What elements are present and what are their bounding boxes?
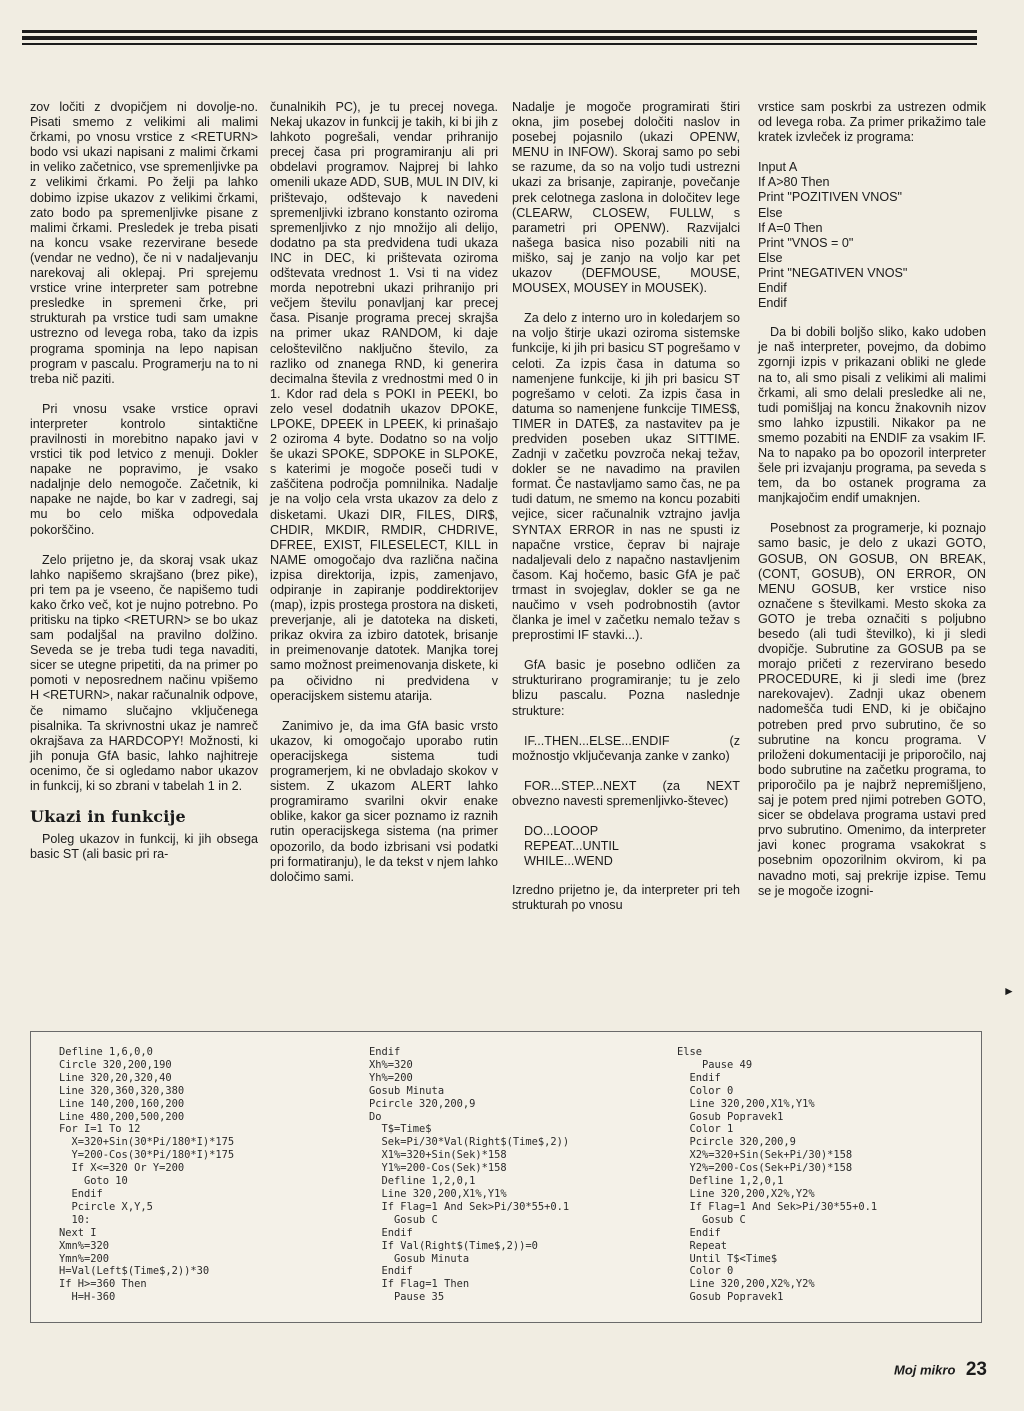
- paragraph: Zanimivo je, da ima GfA basic vrsto ukazov, ki omogočajo uporabo rutin operacijskega sistema tudi programerjem, ki ne obvladajo skokov v sistem. Z ukazom ALERT lahko programiramo svarilni okvir enake oblike, kakor ga sicer poznamo iz raznih rutin operacijskega sistema (na primer opozorilo, da bodo izbrisani vsi podatki pri formatiranju), le da tekst v njem lahko določimo sami.: [270, 718, 498, 884]
- structure-line: WHILE...WEND: [524, 854, 613, 869]
- paragraph: Da bi dobili boljšo sliko, kako udoben je naš interpreter, povejmo, da dobimo zgornji izpis v prikazani obliki ne glede na to, ali smo pisali z velikimi ali malimi črkami, ali smo delali presledke ali ne, tudi pomišljaj na koncu žnakovnih nizov smo lahko izpustili. Nikakor pa ne smemo pozabiti na ENDIF za vsakim IF. Na to napako pa bo opozoril interpreter šele pri izvajanju programa, pa seveda s tem, da bo ostanek programa za manjkajočim endif umaknjen.: [758, 325, 986, 506]
- listing-line: Color 1: [677, 1123, 734, 1136]
- listing-line: H=Val(Left$(Time$,2))*30: [59, 1265, 210, 1278]
- program-line: Print "POZITIVEN VNOS": [758, 190, 902, 205]
- listing-line: If Val(Right$(Time$,2))=0: [369, 1239, 538, 1252]
- listing-line: Xmn%=320: [59, 1239, 110, 1252]
- listing-line: X=320+Sin(30*Pi/180*I)*175: [59, 1136, 235, 1149]
- top-rule: [22, 43, 977, 45]
- listing-line: Next I: [59, 1226, 97, 1239]
- page-footer: [894, 1359, 987, 1381]
- listing-line: Gosub C: [677, 1213, 746, 1226]
- program-listing-box: [30, 1031, 982, 1323]
- listing-line: Else: [677, 1046, 703, 1058]
- paragraph: Zelo prijetno je, da skoraj vsak ukaz lahko napišemo skrajšano (brez pike), pri tem pa je vseeno, če napišemo tudi kako črko več, kot je nujno potrebno. Po pritisku na tipko <RETURN> se bo ukaz sam podaljšal na pravilno dolžino. Seveda se je treba tudi tega navaditi, sicer se utegne pripetiti, da na primer po pomoti v neposrednem načinu vpišemo H <RETURN>, nakar računalnik odpove, če nimamo slučajno vključenega pisalnika. Ta skrivnostni ukaz je namreč okrajšava za HARDCOPY! Možnosti, ki jih ponuja GfA basic, lahko najhitreje ocenimo, če si ogledamo nabor ukazov in funkcij, ki so zbrani v tabelah 1 in 2.: [30, 552, 258, 794]
- page-number: 23: [965, 1359, 987, 1380]
- listing-line: Line 320,200,X1%,Y1%: [369, 1187, 507, 1200]
- paragraph: IF...THEN...ELSE...ENDIF (z možnostjo vključevanja zanke v zanko): [512, 733, 740, 763]
- listing-line: Line 320,200,X1%,Y1%: [677, 1097, 815, 1110]
- structure-line: DO...LOOOP: [524, 824, 599, 839]
- listing-line: Repeat: [677, 1239, 728, 1252]
- listing-line: If Flag=1 Then: [369, 1278, 470, 1291]
- listing-line: Endif: [369, 1046, 401, 1058]
- listing-line: X2%=320+Sin(Sek+Pi/30)*158: [677, 1149, 853, 1162]
- paragraph: zov ločiti z dvopičjem ni dovolje-no. Pisati smemo z velikimi ali malimi črkami, po vnosu vrstice z <RETURN> bodo vsi ukazi napisani z malimi črkami in veliko začetnico, vse spremenljivke pa z velikimi črkami. Po želji pa lahko dobimo izpise ukazov z velikimi črkami, zato bodo pa spremenljivke pisane z malimi črkami. Presledek je treba pisati na koncu vsake rezervirane besede (vendar ne vedno), če ni v nadaljevanju narekovaj ali oklepaj. Pri sprejemu vrstice vrine interpreter sam potrebne presledke in spremeni črke, pri strukturah pa vrstice tudi sam umakne ustrezno od levega roba, tako da izpis programa spominja na lepo napisan program v pascalu. Programerju na to ni treba nič paziti.: [30, 100, 258, 386]
- paragraph: FOR...STEP...NEXT (za NEXT obvezno navesti spremenljivko-števec): [512, 778, 740, 808]
- listing-line: Gosub Minuta: [369, 1084, 445, 1097]
- listing-line: Gosub Popravek1: [677, 1110, 784, 1123]
- listing-line: Endif: [59, 1187, 103, 1200]
- listing-line: Color 0: [677, 1265, 734, 1278]
- program-line: Endif: [758, 281, 787, 296]
- paragraph: GfA basic je posebno odličen za strukturirano programiranje; tu je zelo blizu pascalu. Pozna naslednje strukture:: [512, 658, 740, 718]
- listing-line: 10:: [59, 1213, 91, 1226]
- paragraph: Poleg ukazov in funkcij, ki jih obsega basic ST (ali basic pri ra-: [30, 832, 258, 862]
- paragraph: čunalnikih PC), je tu precej novega. Nekaj ukazov in funkcij je takih, ki bi jih z lahkoto pogrešali, vendar prihranijo precej časa pri programiranju ali pri obdelavi programov. Najprej bi lahko omenili ukaze ADD, SUB, MUL IN DIV, ki prištevajo, odštevajo k navedeni spremenljivki izbrano konstanto oziroma spremenljivko z njo množijo ali delijo, dodatno pa sta predvidena tudi ukaza INC in DEC, ki prištevata oziroma odštevata vrednost 1. Vsi ti na videz morda nepotrebni ukazi prihranijo pri večjem številu ponavljanj kar precej časa. Pisanje programa precej skrajša na primer ukaz RANDOM, ki daje celoštevilčno naključno število, za razliko od znanega RND, ki generira decimalna števila z vrednostmi med 0 in 1. Kdor rad dela s POKI in PEEKI, bo zelo vesel dodatnih ukazov DPOKE, LPOKE, DPEEK in LPEEK, ki prinašajo 2 oziroma 4 byte. Dodatno so na voljo še ukazi SPOKE, SDPOKE in SLPOKE, s katerimi je mogoče poseči tudi v zaščitena področja pomnilnika. Nadalje je na voljo cela vrsta ukazov za delo z disketami. Ukazi DIR, FILES, DIR$, CHDIR, MKDIR, RMDIR, CHDRIVE, DFREE, EXIST, FILESELECT, KILL in NAME omogočajo dva različna načina izpisa direktorija, izpis, zamenjavo, odpiranje in zapiranje poddirektorijev (map), izpis prostega prostora na disketi, preverjanje, ali je datoteka na disketi, prikaz okvira za izbiro datotek, brisanje in preimenovanje datotek. Manjka torej samo možnost preimenovanja diskete, ki pa očividno ni predvidena v operacijskem sistemu atarija.: [270, 100, 498, 703]
- program-line: If A>80 Then: [758, 175, 830, 190]
- listing-line: Gosub Popravek1: [677, 1291, 784, 1304]
- continue-arrow-icon: ►: [1003, 984, 1015, 998]
- paragraph: Pri vnosu vsake vrstice opravi interpreter kontrolo sintaktične pravilnosti in morebitno napako javi v vrstici tik pod letvico z menuji. Dokler napake ne popravimo, je vsako nadaljnje delo nemogoče. Začetnik, ki napake ne najde, bo kar v zadregi, saj mu bo celo miška odpovedala pokorščino.: [30, 401, 258, 537]
- magazine-name: Moj mikro: [894, 1362, 956, 1378]
- top-rule: [22, 30, 977, 33]
- listing-line: Do: [369, 1110, 382, 1123]
- loop-structures: [512, 824, 740, 869]
- listing-line: Sek=Pi/30*Val(Right$(Time$,2)): [369, 1136, 570, 1149]
- listing-line: Line 320,200,X2%,Y2%: [677, 1187, 815, 1200]
- text-column-4: [758, 100, 986, 914]
- paragraph: Za delo z interno uro in koledarjem so na voljo štirje ukazi oziroma sistemske funkcije, ki jih pri basicu ST pogrešamo v celoti. Za izpis časa in datuma so namenjene funkcije, ki jih pri basicu ST pogrešamo v celoti. Za izpis časa in datuma so namenjene funkcije TIMES$, TIMER in DATE$, za nastavitev pa je predviden poseben ukaz SITTIME. Zadnji v začetku povzroča nekaj težav, dokler se ne navadimo na pravilen format. Če nastavljamo samo čas, ne pa tudi datum, ne smemo na koncu pozabiti vejice, sicer računalnik vztrajno javlja SYNTAX ERROR in nas ne spusti iz napačne vrstice, čeprav bi najraje nadaljevali delo z napačno nastavljenim časom. Kaj hočemo, basic GfA je pač trmast in svojeglav, dokler se ga ne naučimo v vseh podrobnostih (avtor članka je imel v začetku nemalo težav s preprostimi IF stavki...).: [512, 311, 740, 643]
- listing-line: Pcircle X,Y,5: [59, 1200, 153, 1213]
- program-line: If A=0 Then: [758, 220, 823, 235]
- program-line: Endif: [758, 296, 787, 311]
- text-column-2: [270, 100, 498, 900]
- paragraph: Izredno prijetno je, da interpreter pri teh strukturah po vnosu: [512, 883, 740, 913]
- listing-line: Line 320,20,320,40: [59, 1071, 172, 1084]
- program-excerpt: [758, 160, 986, 311]
- listing-line: If X<=320 Or Y=200: [59, 1162, 185, 1175]
- listing-column-3: [677, 1046, 877, 1304]
- listing-line: Endif: [677, 1226, 721, 1239]
- text-column-3: [512, 100, 740, 929]
- listing-line: Pause 49: [677, 1058, 753, 1071]
- listing-line: For I=1 To 12: [59, 1123, 141, 1136]
- listing-line: T$=Time$: [369, 1123, 432, 1136]
- listing-line: X1%=320+Sin(Sek)*158: [369, 1149, 507, 1162]
- listing-line: Endif: [677, 1071, 721, 1084]
- paragraph: Nadalje je mogoče programirati štiri okna, jim posebej določiti naslov in posebej pojasnilo (ukazi OPENW, MENU in INFOW). Skoraj samo po sebi se razume, da so na voljo tudi ustrezni ukazi za brisanje, zapiranje, povečanje prek celotnega zaslona in določitev lege (CLEARW, CLOSEW, FULLW, s parametri pri OPENW). Razvijalci našega basica niso pozabili niti na miško, saj je zanjo na voljo kar pet ukazov (DEFMOUSE, MOUSE, MOUSEX, MOUSEY in MOUSEK).: [512, 100, 740, 296]
- listing-line: If Flag=1 And Sek>Pi/30*55+0.1: [369, 1200, 570, 1213]
- listing-line: Ymn%=200: [59, 1252, 110, 1265]
- listing-line: Line 480,200,500,200: [59, 1110, 185, 1123]
- listing-line: Endif: [369, 1265, 413, 1278]
- listing-line: If H>=360 Then: [59, 1278, 147, 1291]
- listing-line: Defline 1,2,0,1: [677, 1175, 784, 1188]
- listing-line: If Flag=1 And Sek>Pi/30*55+0.1: [677, 1200, 878, 1213]
- section-heading: Ukazi in funkcije: [30, 807, 186, 827]
- listing-line: Gosub C: [369, 1213, 438, 1226]
- text-column-1: [30, 100, 258, 877]
- program-line: Print "VNOS = 0": [758, 235, 854, 250]
- listing-line: Pcircle 320,200,9: [369, 1097, 476, 1110]
- paragraph: Posebnost za programerje, ki poznajo samo basic, je delo z ukazi GOTO, GOSUB, ON GOSUB, ON BREAK, (CONT, GOSUB), ON ERROR, ON MENU GOSUB, ker vrstice niso označene s številkami. Mesto skoka za GOTO je treba označiti s poljubno besedo (ali tudi številko), ki ji sledi dvopičje. Subrutine za GOSUB pa se morajo pričeti z rezervirano besedo PROCEDURE, ki ji sledi ime (brez narekovajev). Zadnji ukaz obenem nadomešča tudi END, ki je običajno potreben pred prvo subrutino, če so subrutine na koncu programa. V priloženi dokumentaciji je priporočilo, naj bodo subrutine na začetku programa, to priporočilo pa je najbrž nepremišljeno, saj je potem pred njimi potreben GOTO, sicer se obdelava programa ustavi pred prvo subrutino. Omenimo, da interpreter javi konec programa vsakokrat s posebnim opozorilnim okvirom, ki pa navadno moti, saj prekrije izpise. Temu se je mogoče izogni-: [758, 521, 986, 898]
- program-line: Else: [758, 250, 783, 265]
- listing-line: Yh%=200: [369, 1071, 413, 1084]
- listing-line: Until T$<Time$: [677, 1252, 778, 1265]
- top-rule: [22, 36, 977, 40]
- listing-line: Y=200-Cos(30*Pi/180*I)*175: [59, 1149, 235, 1162]
- program-line: Input A: [758, 160, 798, 175]
- listing-line: Line 320,200,X2%,Y2%: [677, 1278, 815, 1291]
- listing-line: Xh%=320: [369, 1058, 413, 1071]
- listing-line: Line 140,200,160,200: [59, 1097, 185, 1110]
- listing-column-1: [59, 1046, 234, 1304]
- paragraph: vrstice sam poskrbi za ustrezen odmik od levega roba. Za primer prikažimo tale kratek izvleček iz programa:: [758, 100, 986, 145]
- listing-line: Y1%=200-Cos(Sek)*158: [369, 1162, 507, 1175]
- listing-line: Line 320,360,320,380: [59, 1084, 185, 1097]
- listing-line: Defline 1,2,0,1: [369, 1175, 476, 1188]
- listing-line: Circle 320,200,190: [59, 1058, 172, 1071]
- listing-line: H=H-360: [59, 1291, 116, 1304]
- program-line: Print "NEGATIVEN VNOS": [758, 265, 908, 280]
- listing-line: Y2%=200-Cos(Sek+Pi/30)*158: [677, 1162, 853, 1175]
- listing-line: Defline 1,6,0,0: [59, 1046, 153, 1058]
- listing-line: Pcircle 320,200,9: [677, 1136, 796, 1149]
- listing-line: Gosub Minuta: [369, 1252, 470, 1265]
- program-line: Else: [758, 205, 783, 220]
- listing-line: Goto 10: [59, 1175, 128, 1188]
- listing-line: Color 0: [677, 1084, 734, 1097]
- listing-column-2: [369, 1046, 569, 1304]
- listing-line: Pause 35: [369, 1291, 445, 1304]
- structure-line: REPEAT...UNTIL: [524, 839, 619, 854]
- listing-line: Endif: [369, 1226, 413, 1239]
